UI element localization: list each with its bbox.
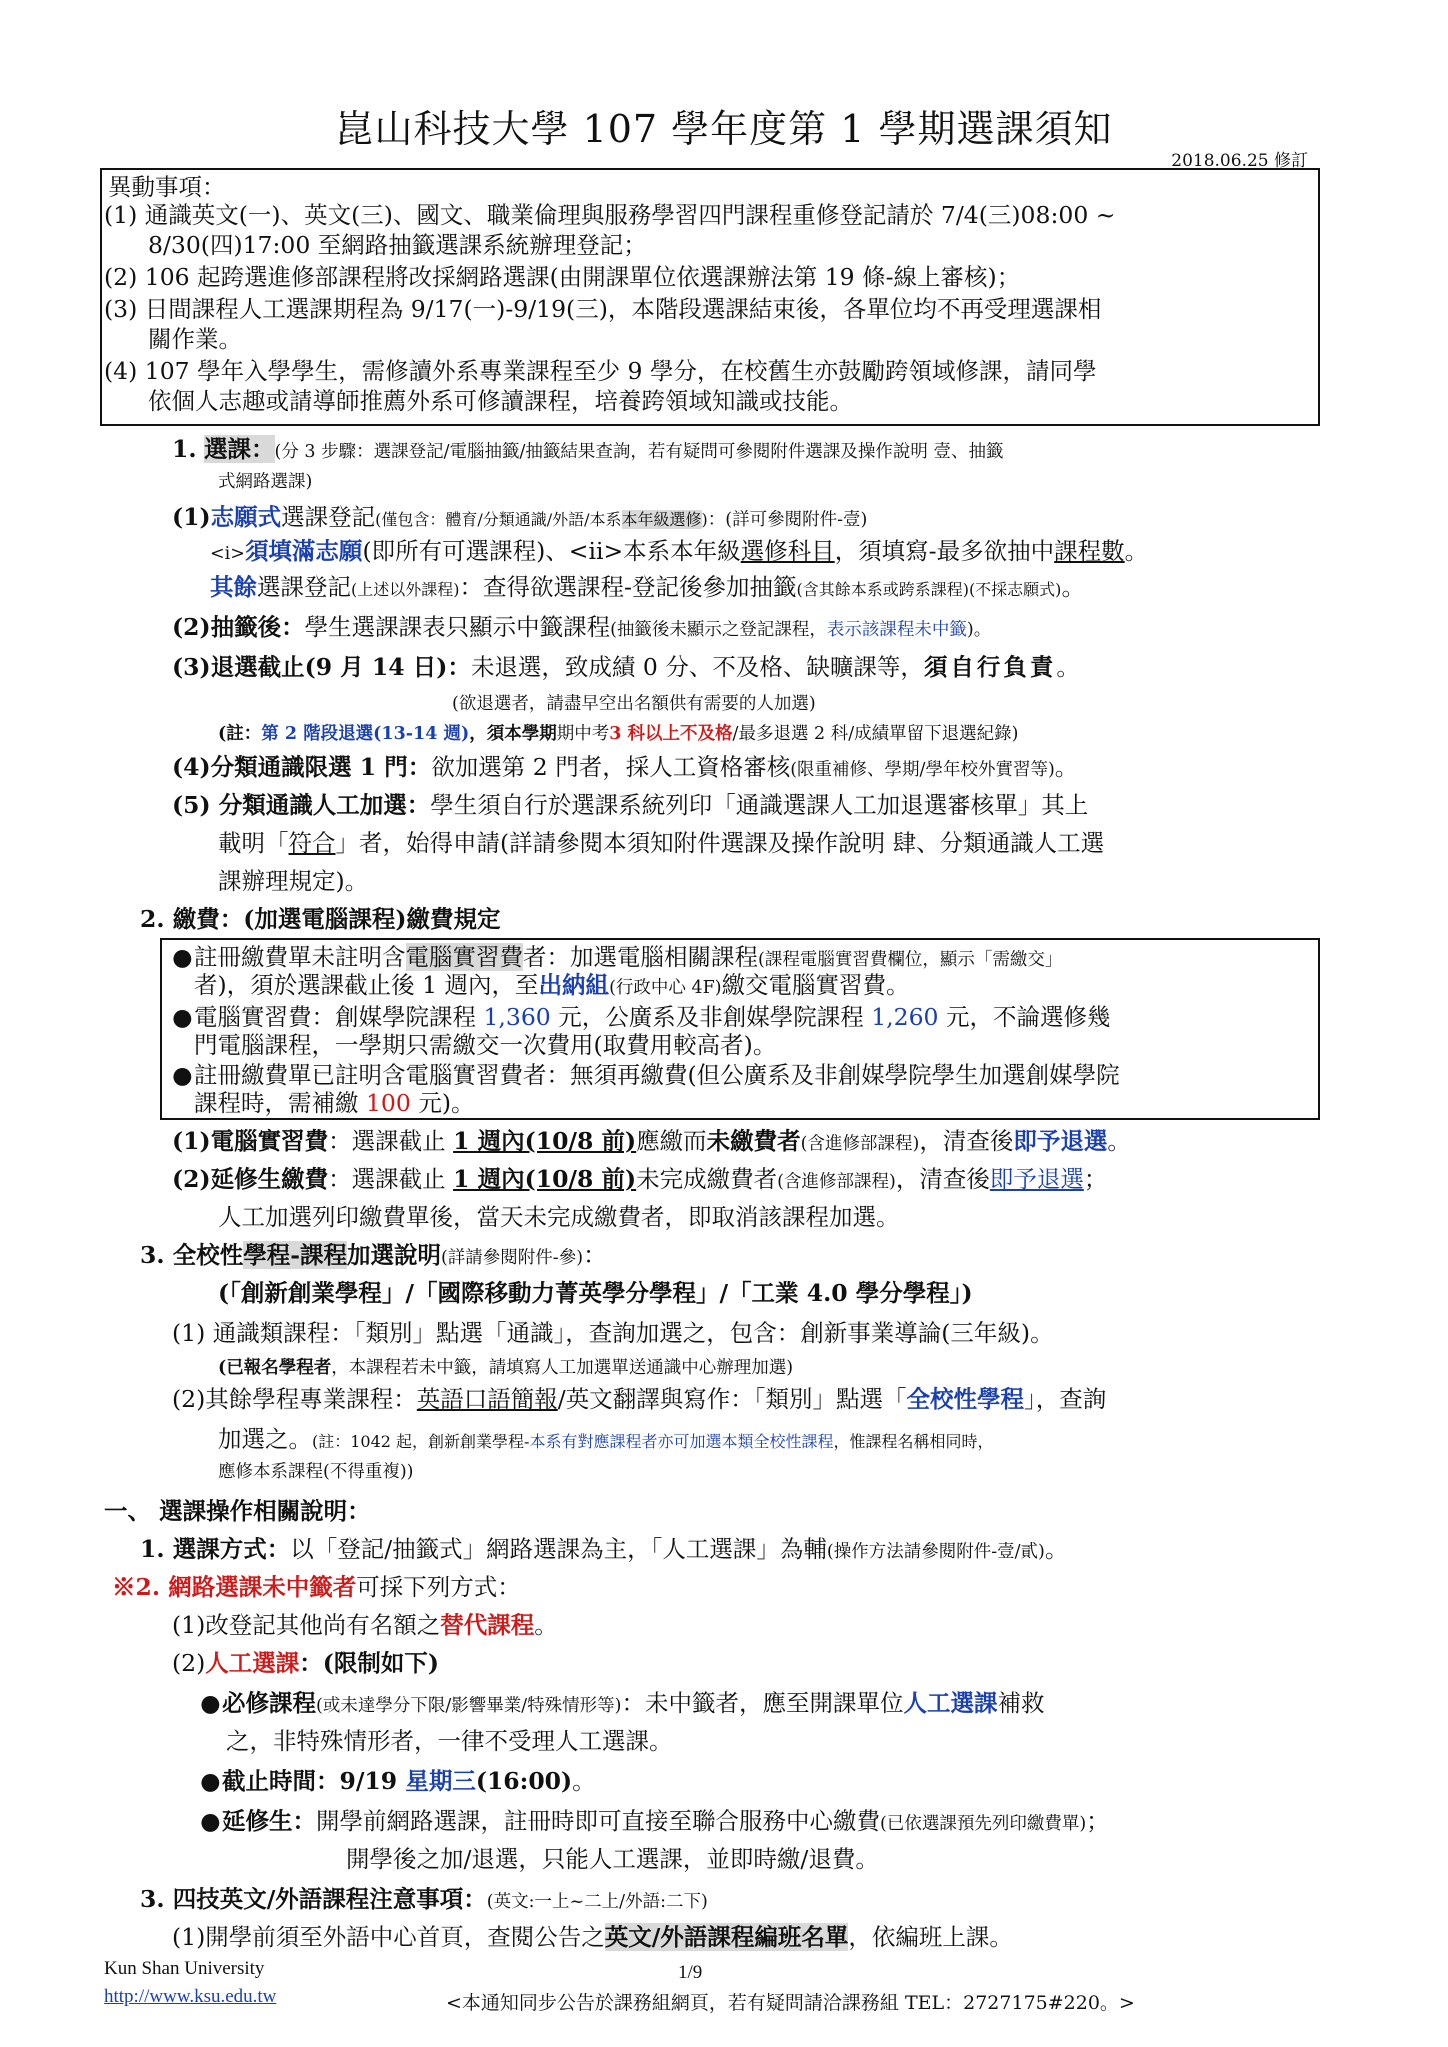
program-rule-2-line2: 加選之。(註：1042 起，創新創業學程-本系有對應課程者亦可加選本類全校性課程，惟課程名稱相同時，	[218, 1425, 994, 1453]
page-number: 1/9	[678, 1962, 703, 1983]
step-2: (2)抽籤後：學生選課課表只顯示中籤課程(抽籤後未顯示之登記課程，表示該課程未中籤)。	[172, 613, 992, 641]
fee-rule-2: (2)延修生繳費：選課截止 1 週內(10/8 前)未完成繳費者(含進修部課程)，清查後即予退選；	[172, 1165, 1108, 1193]
step-4: (4)分類通識限選 1 門：欲加選第 2 門者，採人工資格審核(限重補修、學期/學年校外實習等)。	[172, 753, 1079, 781]
fee-bullet-2-line2: 門電腦課程，一學期只需繳交一次費用(取費用較高者)。	[194, 1031, 777, 1059]
section-1-desc: 式網路選課)	[218, 472, 313, 492]
step-5-line2: 載明「符合」者，始得申請(詳請參閱本須知附件選課及操作說明 肆、分類通識人工選	[218, 829, 1105, 857]
section-1-heading: 1. 選課：(分 3 步驟：選課登記/電腦抽籤/抽籤結果查詢，若有疑問可參閱附件選課及操作說明 壹、抽籤	[172, 435, 1004, 463]
notice-heading: 異動事項：	[108, 173, 226, 201]
footer-note: <本通知同步公告於課務組網頁，若有疑問請洽課務組 TEL：2727175#220。>	[446, 1992, 1135, 2014]
notice-item: (4) 107 學年入學學生，需修讀外系專業課程至少 9 學分，在校舊生亦鼓勵跨領域修課，請同學	[104, 357, 1097, 385]
notice-item: 依個人志趣或請導師推薦外系可修讀課程，培養跨領域知識或技能。	[148, 387, 853, 415]
notice-item: 關作業。	[148, 325, 242, 353]
ops-item-2: ※2. 網路選課未中籤者可採下列方式：	[112, 1573, 521, 1601]
section-2-heading: 2. 繳費：(加選電腦課程)繳費規定	[140, 905, 501, 933]
program-rule-2-line3: 應修本系課程(不得重複))	[218, 1462, 414, 1482]
fee-bullet-1: ●註冊繳費單未註明含電腦實習費者：加選電腦相關課程(課程電腦實習費欄位，顯示「需繳交」	[172, 943, 1063, 971]
step-3: (3)退選截止(9 月 14 日)：未退選，致成績 0 分、不及格、缺曠課等，須自行負責。	[172, 653, 1080, 681]
notice-item: (1) 通識英文(一)、英文(三)、國文、職業倫理與服務學習四門課程重修登記請於 7/4(三)08:00 ~	[104, 201, 1116, 229]
step-3-note: (欲退選者，請盡早空出名額供有需要的人加選)	[452, 694, 816, 714]
step-1a: <i>須填滿志願(即所有可選課程)、<ii>本系本年級選修科目，須填寫-最多欲抽中課程數。	[210, 537, 1149, 565]
program-list: (「創新創業學程」/「國際移動力菁英學分學程」/「工業 4.0 學分學程」)	[218, 1279, 973, 1307]
program-rule-1-note: (已報名學程者，本課程若未中籤，請填寫人工加選單送通識中心辦理加選)	[218, 1358, 794, 1378]
ops-rule-required: ●必修課程(或未達學分下限/影響畢業/特殊情形等)：未中籤者，應至開課單位人工選課補救	[200, 1689, 1045, 1717]
notice-item: (2) 106 起跨選進修部課程將改採網路選課(由開課單位依選課辦法第 19 條-線上審核)；	[104, 263, 1021, 291]
fee-bullet-1-line2: 者)，須於選課截止後 1 週內，至出納組(行政中心 4F)繳交電腦實習費。	[194, 971, 910, 999]
program-rule-1: (1) 通識類課程：「類別」點選「通識」，查詢加選之，包含：創新事業導論(三年級)。	[172, 1319, 1054, 1347]
fee-bullet-3-line2: 課程時，需補繳 100 元)。	[194, 1089, 475, 1117]
step-1: (1)志願式選課登記(僅包含：體育/分類通識/外語/本系本年級選修)：(詳可參閱附件-壹)	[172, 503, 868, 531]
revision-date: 2018.06.25 修訂	[1171, 151, 1308, 171]
footer-url-link[interactable]: http://www.ksu.edu.tw	[104, 1986, 277, 2007]
notice-item: (3) 日間課程人工選課期程為 9/17(一)-9/19(三)，本階段選課結束後，各單位均不再受理選課相	[104, 295, 1102, 323]
fee-bullet-2: ●電腦實習費：創媒學院課程 1,360 元，公廣系及非創媒學院課程 1,260 元，不論選修幾	[172, 1003, 1111, 1031]
section-3-heading: 3. 全校性學程-課程加選說明(詳請參閱附件-參)：	[140, 1241, 607, 1269]
step-5: (5) 分類通識人工加選：學生須自行於選課系統列印「通識選課人工加退選審核單」其上	[172, 791, 1089, 819]
fee-rule-1: (1)電腦實習費：選課截止 1 週內(10/8 前)應繳而未繳費者(含進修部課程)，清查後即予退選。	[172, 1127, 1131, 1155]
ops-rule-extended: ●延修生：開學前網路選課，註冊時即可直接至聯合服務中心繳費(已依選課預先列印繳費單)；	[200, 1807, 1110, 1835]
ops-item-3a: (1)開學前須至外語中心首頁，查閱公告之英文/外語課程編班名單，依編班上課。	[172, 1923, 1013, 1951]
step-5-line3: 課辦理規定)。	[218, 867, 369, 895]
step-1b: 其餘選課登記(上述以外課程)：查得欲選課程-登記後參加抽籤(含其餘本系或跨系課程)(不採志願式)。	[210, 573, 1085, 601]
ops-rule-deadline: ●截止時間：9/19 星期三(16:00)。	[200, 1767, 596, 1795]
footer-org: Kun Shan University	[104, 1958, 265, 1979]
ops-item-3: 3. 四技英文/外語課程注意事項：(英文:一上~二上/外語:二下)	[140, 1885, 708, 1913]
document-title: 崑山科技大學 107 學年度第 1 學期選課須知	[335, 107, 1113, 151]
notice-item: 8/30(四)17:00 至網路抽籤選課系統辦理登記；	[148, 231, 647, 259]
fee-bullet-3: ●註冊繳費單已註明含電腦實習費者：無須再繳費(但公廣系及非創媒學院學生加選創媒學院	[172, 1061, 1120, 1089]
step-3-remark: (註：第 2 階段退選(13-14 週)，須本學期期中考3 科以上不及格/最多退選 2 科/成績單留下退選紀錄)	[218, 724, 1019, 744]
section-ops-heading: 一、 選課操作相關說明：	[104, 1497, 371, 1525]
ops-rule-extended-line2: 開學後之加/退選，只能人工選課，並即時繳/退費。	[346, 1845, 879, 1873]
program-rule-2: (2)其餘學程專業課程：英語口語簡報/英文翻譯與寫作：「類別」點選「全校性學程」，查詢	[172, 1385, 1107, 1413]
ops-item-1: 1. 選課方式：以「登記/抽籤式」網路選課為主，「人工選課」為輔(操作方法請參閱附件-壹/貳)。	[140, 1535, 1069, 1563]
fee-rule-2-line2: 人工加選列印繳費單後，當天未完成繳費者，即取消該課程加選。	[218, 1203, 900, 1231]
ops-rule-required-line2: 之，非特殊情形者，一律不受理人工選課。	[226, 1727, 673, 1755]
ops-item-2a: (1)改登記其他尚有名額之替代課程。	[172, 1611, 558, 1639]
ops-item-2b: (2)人工選課：(限制如下)	[172, 1649, 440, 1677]
